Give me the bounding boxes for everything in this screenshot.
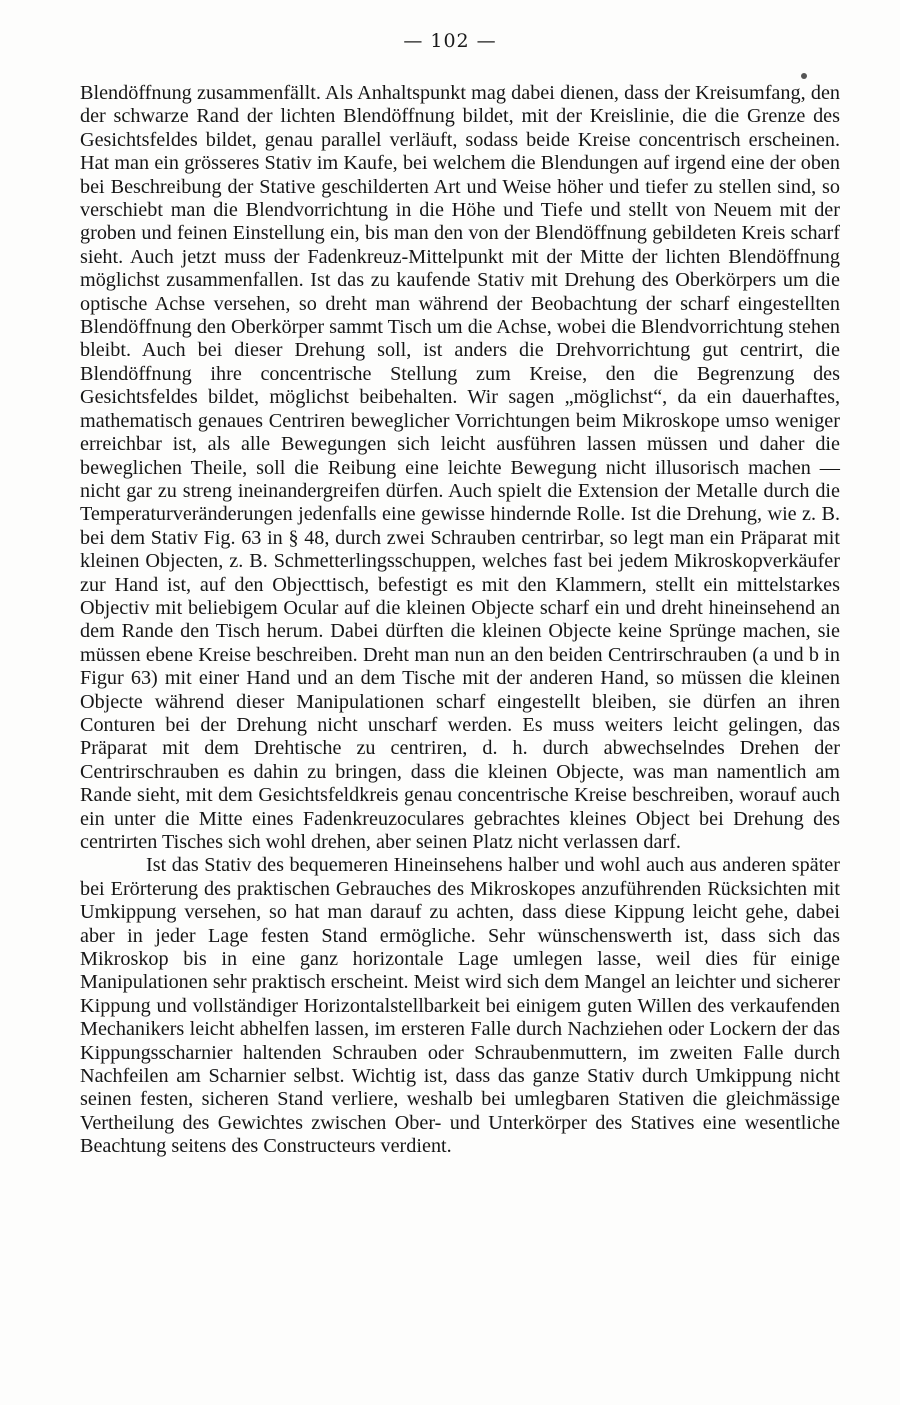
paragraph-umkippung: Ist das Stativ des bequemeren Hineinsehens halber und wohl auch aus anderen später bei Erörterung des praktischen Gebrauches des Mikroskopes anzuführenden Rücksichten mit Umkippung versehen, so hat man darauf zu achten, dass diese Kippung leicht gehe, dabei aber in jeder Lage festen Stand ermögliche. Sehr wünschenswerth ist, dass sich das Mikroskop bis in eine ganz horizontale Lage umlegen lasse, weil dies für einige Manipulationen sehr praktisch erscheint. Meist wird sich dem Mangel an leichter und sicherer Kippung und vollständiger Horizontalstellbarkeit bei einigem guten Willen des verkaufenden Mechanikers leicht abhelfen lassen, im ersteren Falle durch Nachziehen oder Lockern der das Kippungsscharnier haltenden Schrauben oder Schraubenmuttern, im zweiten Falle durch Nachfeilen am Scharnier selbst. Wichtig ist, dass das ganze Stativ durch Umkippung nicht seinen festen, sicheren Stand verliere, weshalb bei umlegbaren Stativen die gleichmässige Vertheilung des Gewichtes zwischen Ober- und Unterkörper des Statives eine wesentliche Beachtung seitens des Constructeurs verdient.	[80, 854, 840, 1158]
paragraph-continuation: Blendöffnung zusammenfällt. Als Anhaltspunkt mag dabei dienen, dass der Kreisumfang, den der schwarze Rand der lichten Blendöffnung bildet, mit der Kreislinie, die die Grenze des Gesichtsfeldes bildet, genau parallel verläuft, sodass beide Kreise concentrisch erscheinen. Hat man ein grösseres Stativ im Kaufe, bei welchem die Blendungen auf irgend eine der oben bei Beschreibung der Stative geschilderten Art und Weise höher und tiefer zu stellen sind, so verschiebt man die Blendvorrichtung in die Höhe und Tiefe und stellt von Neuem mit der groben und feinen Einstellung ein, bis man den von der Blendöffnung gebildeten Kreis scharf sieht. Auch jetzt muss der Fadenkreuz-Mittelpunkt mit der Mitte der lichten Blendöffnung möglichst zusammenfallen. Ist das zu kaufende Stativ mit Drehung des Oberkörpers um die optische Achse versehen, so dreht man während der Beobachtung der scharf eingestellten Blendöffnung den Oberkörper sammt Tisch um die Achse, wobei die Blendvorrichtung stehen bleibt. Auch bei dieser Drehung soll, ist anders die Drehvorrichtung gut centrirt, die Blendöffnung ihre concentrische Stellung zum Kreise, den die Begrenzung des Gesichtsfeldes bildet, möglichst beibehalten. Wir sagen „möglichst“, da ein dauerhaftes, mathematisch genaues Centriren beweglicher Vorrichtungen beim Mikroskope umso weniger erreichbar ist, als alle Bewegungen sich leicht ausführen lassen müssen und daher die beweglichen Theile, soll die Reibung eine leichte Bewegung nicht illusorisch machen — nicht gar zu streng ineinandergreifen dürfen. Auch spielt die Extension der Metalle durch die Temperaturveränderungen jedenfalls eine gewisse hindernde Rolle. Ist die Drehung, wie z. B. bei dem Stativ Fig. 63 in § 48, durch zwei Schrauben centrirbar, so legt man ein Präparat mit kleinen Objecten, z. B. Schmetterlingsschuppen, welches fast bei jedem Mikroskopverkäufer zur Hand ist, auf den Objecttisch, befestigt es mit den Klammern, stellt ein mittelstarkes Objectiv mit beliebigem Ocular auf die kleinen Objecte scharf ein und dreht hineinsehend an dem Rande den Tisch herum. Dabei dürften die kleinen Objecte keine Sprünge machen, sie müssen ebene Kreise beschreiben. Dreht man nun an den beiden Centrirschrauben (a und b in Figur 63) mit einer Hand und an dem Tische mit der anderen Hand, so müssen die kleinen Objecte während dieser Manipulationen scharf eingestellt bleiben, sie dürfen an ihren Conturen bei der Drehung nicht unscharf werden. Es muss weiters leicht gelingen, das Präparat mit dem Drehtische zu centriren, d. h. durch abwechselndes Drehen der Centrirschrauben es dahin zu bringen, dass die kleinen Objecte, was man namentlich am Rande sieht, mit dem Gesichtsfeldkreis genau concentrische Kreise beschreiben, worauf auch ein unter die Mitte eines Fadenkreuzoculares gebrachtes kleines Object bei Drehung des centrirten Tisches sich wohl drehen, aber seinen Platz nicht verlassen darf.	[80, 82, 840, 853]
print-speck	[801, 73, 807, 79]
page-number: — 102 —	[403, 30, 497, 52]
body-text	[80, 82, 840, 1159]
